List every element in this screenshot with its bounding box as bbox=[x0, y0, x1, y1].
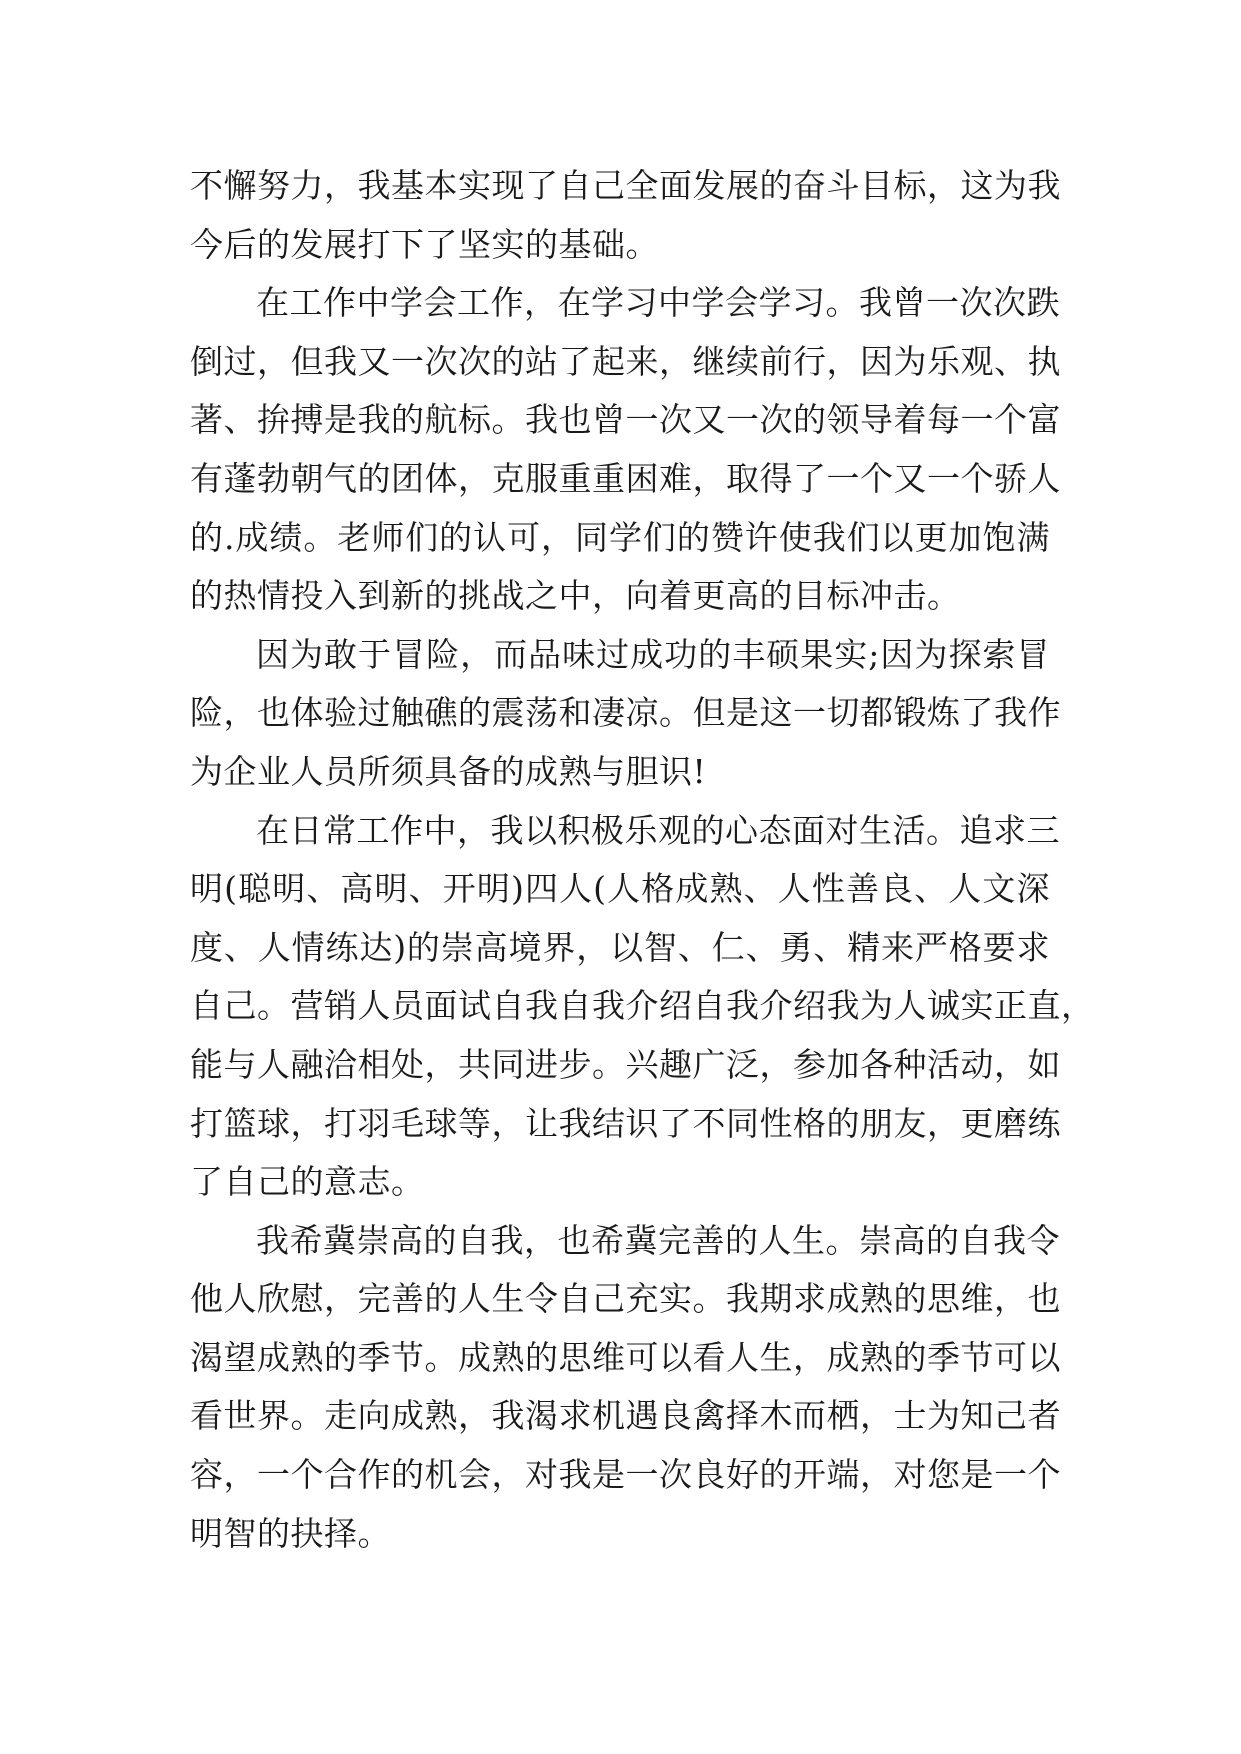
text-line: 能与人融洽相处，共同进步。兴趣广泛，参加各种活动，如 bbox=[190, 1044, 1061, 1084]
text-line: 自己。营销人员面试自我自我介绍自我介绍我为人诚实正直， bbox=[190, 986, 1095, 1026]
text-line: 明(聪明、高明、开明)四人(人格成熟、人性善良、人文深 bbox=[190, 869, 1050, 909]
text-line: 容，一个合作的机会，对我是一次良好的开端，对您是一个 bbox=[190, 1455, 1061, 1495]
text-line: 不懈努力，我基本实现了自己全面发展的奋斗目标，这为我 bbox=[190, 166, 1061, 205]
text-line: 我希冀崇高的自我，也希冀完善的人生。崇高的自我令 bbox=[256, 1220, 1060, 1260]
paragraph-2 bbox=[190, 274, 1061, 626]
text-line: 打篮球，打羽毛球等，让我结识了不同性格的朋友，更磨练 bbox=[190, 1103, 1061, 1143]
text-line: 在日常工作中，我以积极乐观的心态面对生活。追求三 bbox=[256, 810, 1060, 850]
paragraph-3 bbox=[190, 626, 1061, 802]
text-line: 渴望成熟的季节。成熟的思维可以看人生，成熟的季节可以 bbox=[190, 1337, 1061, 1377]
text-line: 了自己的意志。 bbox=[190, 1162, 425, 1202]
paragraph-4 bbox=[190, 802, 1095, 1212]
text-line: 著、拚搏是我的航标。我也曾一次又一次的领导着每一个富 bbox=[190, 400, 1061, 440]
paragraph-5 bbox=[190, 1212, 1061, 1564]
document-body bbox=[190, 157, 1095, 1563]
text-line: 明智的抉择。 bbox=[190, 1513, 391, 1553]
text-line: 有蓬勃朝气的团体，克服重重困难，取得了一个又一个骄人 bbox=[190, 458, 1061, 498]
text-line: 为企业人员所须具备的成熟与胆识! bbox=[190, 751, 707, 791]
text-line: 在工作中学会工作，在学习中学会学习。我曾一次次跌 bbox=[256, 283, 1060, 323]
text-line: 度、人情练达)的崇高境界，以智、仁、勇、精来严格要求 bbox=[190, 927, 1050, 967]
paragraph-1 bbox=[190, 157, 1061, 274]
text-line: 看世界。走向成熟，我渴求机遇良禽择木而栖，士为知己者 bbox=[190, 1396, 1061, 1436]
text-line: 他人欣慰，完善的人生令自己充实。我期求成熟的思维，也 bbox=[190, 1279, 1061, 1319]
text-line: 因为敢于冒险，而品味过成功的丰硕果实;因为探索冒 bbox=[256, 634, 1050, 674]
text-line: 的热情投入到新的挑战之中，向着更高的目标冲击。 bbox=[190, 576, 961, 616]
text-line: 今后的发展打下了坚实的基础。 bbox=[190, 224, 659, 264]
text-line: 的.成绩。老师们的认可，同学们的赞许使我们以更加饱满 bbox=[190, 517, 1050, 557]
text-line: 倒过，但我又一次次的站了起来，继续前行，因为乐观、执 bbox=[190, 341, 1061, 381]
text-line: 险，也体验过触礁的震荡和凄凉。但是这一切都锻炼了我作 bbox=[190, 693, 1061, 733]
